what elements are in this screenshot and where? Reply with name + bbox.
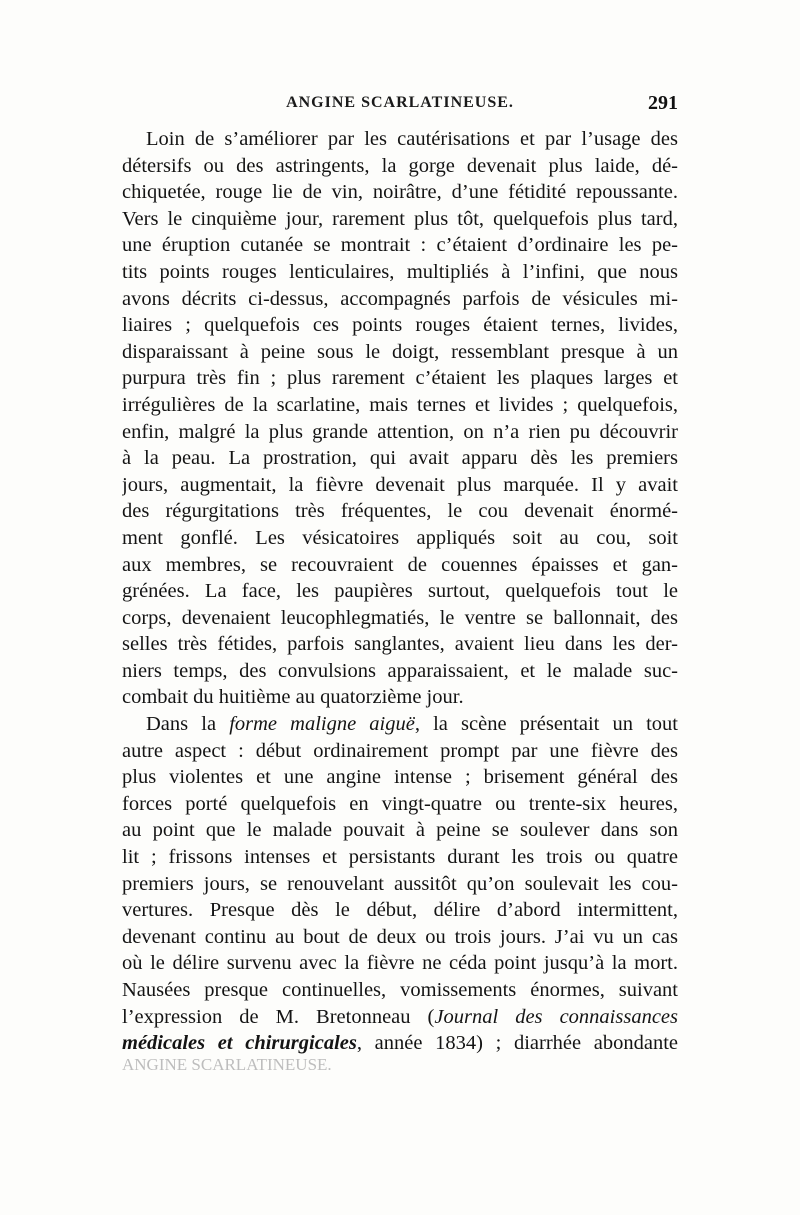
- text-line: des régurgitations très fréquentes, le cou devenait énormé-: [122, 500, 678, 523]
- text-line: corps, devenaient leucophlegmatiés, le ventre se ballonnait, des: [122, 606, 678, 629]
- page-number: 291: [648, 92, 678, 114]
- text-run: , année 1834) ; diarrhée abondante: [356, 1032, 678, 1055]
- text-line: ment gonflé. Les vésicatoires appliqués soit au cou, soit: [122, 526, 678, 549]
- text-line: combait du huitième au quatorzième jour.: [122, 686, 464, 709]
- text-line: Nausées presque continuelles, vomissements énormes, suivant: [122, 979, 678, 1001]
- text-line: disparaissant à peine sous le doigt, ressemblant presque à un: [122, 340, 678, 363]
- text-line: forces porté quelquefois en vingt-quatre ou trente-six heures,: [122, 792, 678, 815]
- text-line: chiquetée, rouge lie de vin, noirâtre, d’une fétidité repoussante.: [122, 181, 678, 204]
- page-header: [122, 94, 678, 118]
- text-line: liaires ; quelquefois ces points rouges étaient ternes, livides,: [122, 314, 678, 337]
- text-line: avons décrits ci-dessus, accompagnés parfois de vésicules mi-: [122, 287, 678, 310]
- text-line: où le délire survenu avec la fièvre ne céda point jusqu’à la mort.: [122, 952, 678, 975]
- text-line: à la peau. La prostration, qui avait apparu dès les premiers: [122, 447, 678, 470]
- text-line: autre aspect : début ordinairement prompt par une fièvre des: [122, 739, 678, 762]
- text-line: grénées. La face, les paupières surtout, quelquefois tout le: [122, 580, 678, 603]
- text-line: niers temps, des convulsions apparaissaient, et le malade suc-: [122, 659, 678, 682]
- text-line: Loin de s’améliorer par les cautérisations et par l’usage des: [146, 128, 678, 150]
- body-text: [122, 126, 678, 1073]
- text-line: aux membres, se recouvraient de couennes épaisses et gan-: [122, 553, 678, 576]
- text-line: [122, 1030, 678, 1057]
- text-run: , la scène présentait un tout: [414, 713, 678, 736]
- text-run: Dans la: [146, 713, 230, 736]
- text-line: premiers jours, se renouvelant aussitôt qu’on soulevait les cou-: [122, 872, 678, 895]
- text-line: irrégulières de la scarlatine, mais ternes et livides ; quelquefois,: [122, 393, 678, 416]
- text-line: Vers le cinquième jour, rarement plus tôt, quelquefois plus tard,: [122, 207, 678, 230]
- text-line: purpura très fin ; plus rarement c’étaient les plaques larges et: [122, 367, 678, 390]
- italic-term: forme maligne aiguë: [229, 713, 415, 736]
- text-line: jours, augmentait, la fièvre devenait plus marquée. Il y avait: [122, 473, 678, 496]
- text-line: enfin, malgré la plus grande attention, on n’a rien pu découvrir: [122, 420, 678, 443]
- text-line: détersifs ou des astringents, la gorge devenait plus laide, dé-: [122, 154, 678, 177]
- italic-citation: médicales et chirurgicales: [122, 1032, 357, 1055]
- text-line: selles très fétides, parfois sanglantes, avaient lieu dans les der-: [122, 633, 678, 656]
- text-line: au point que le malade pouvait à peine se soulever dans son: [122, 819, 678, 842]
- text-run: l’expression de M. Bretonneau (: [122, 1005, 435, 1028]
- bleed-through-text: ANGINE SCARLATINEUSE.: [122, 1056, 332, 1073]
- running-head: ANGINE SCARLATINEUSE.: [286, 94, 514, 111]
- text-line: [122, 711, 678, 738]
- text-line: tits points rouges lenticulaires, multipliés à l’infini, que nous: [122, 260, 678, 283]
- text-line: plus violentes et une angine intense ; brisement général des: [122, 766, 678, 789]
- italic-citation: Journal des connaissances: [434, 1005, 678, 1028]
- text-line: une éruption cutanée se montrait : c’étaient d’ordinaire les pe-: [122, 234, 678, 257]
- text-line: lit ; frissons intenses et persistants durant les trois ou quatre: [122, 846, 678, 869]
- text-line: devenant continu au bout de deux ou trois jours. J’ai vu un cas: [122, 925, 678, 948]
- text-line: vertures. Presque dès le début, délire d’abord intermittent,: [122, 899, 678, 922]
- text-line: [122, 1004, 678, 1031]
